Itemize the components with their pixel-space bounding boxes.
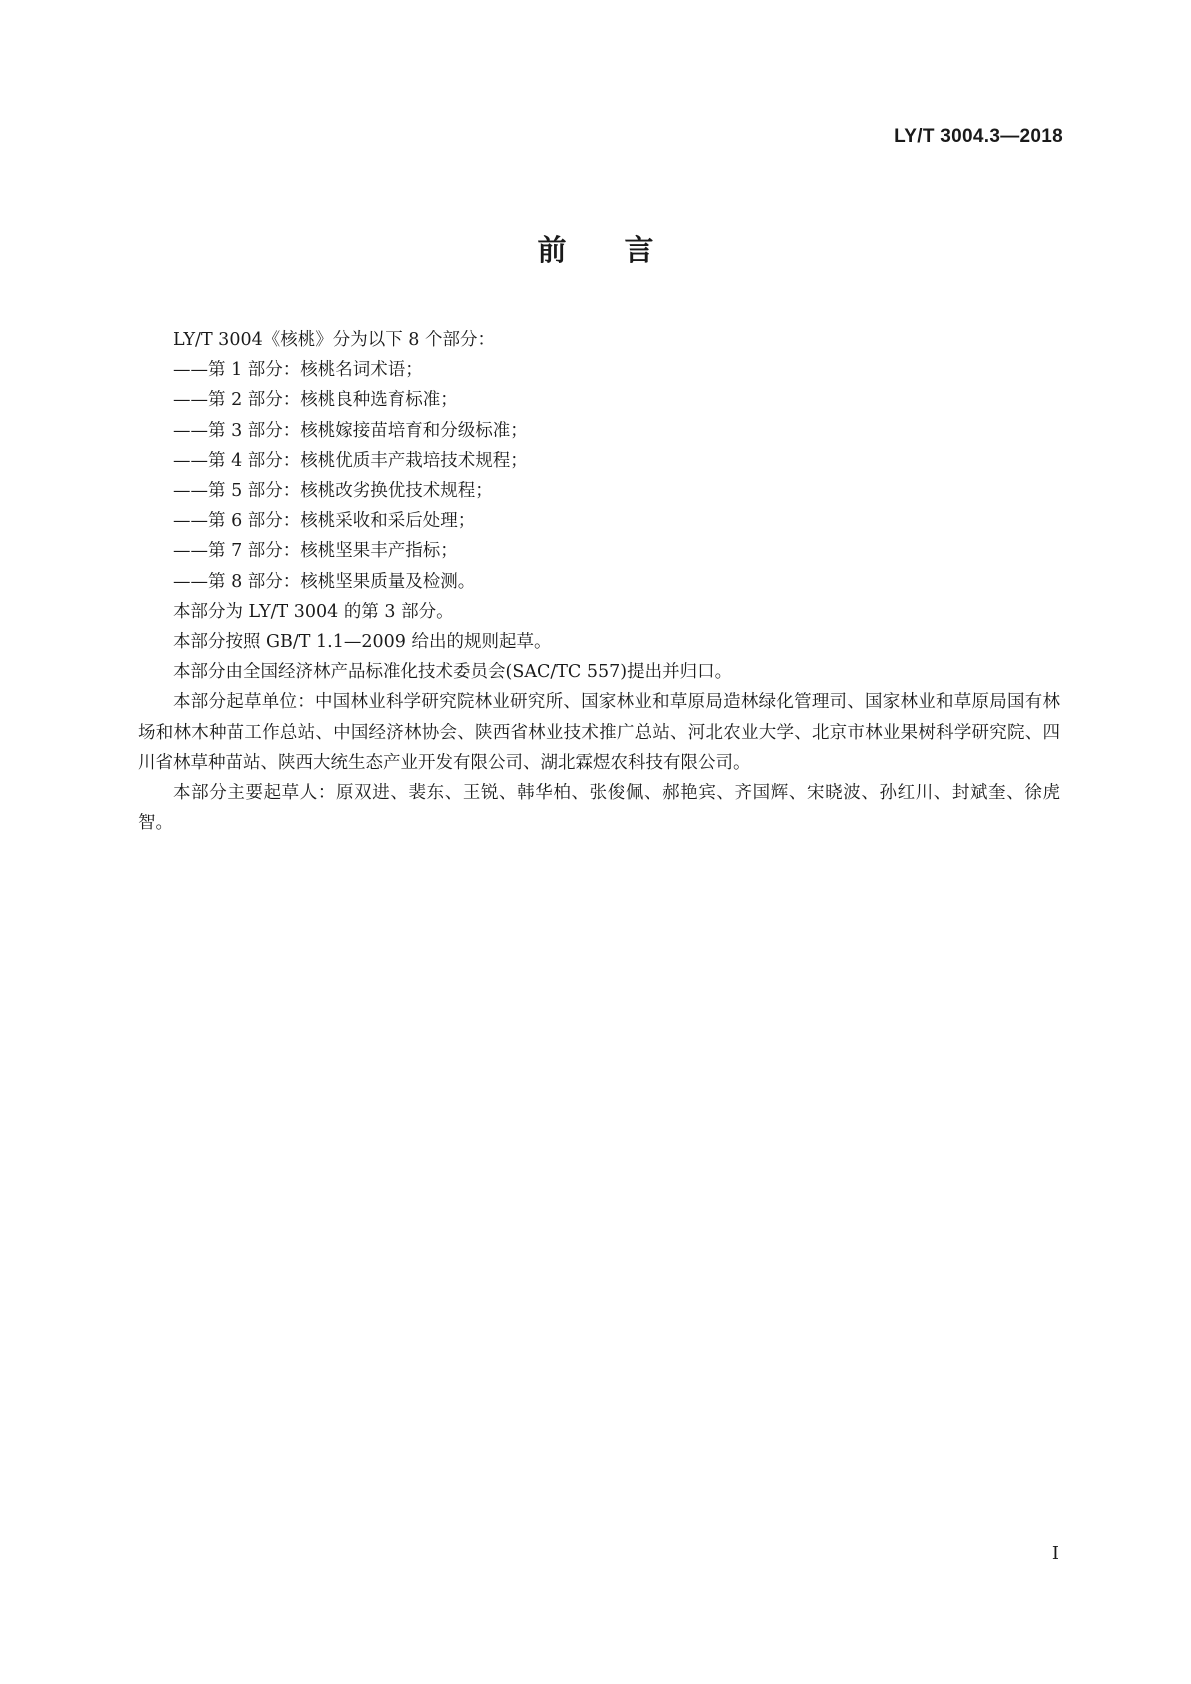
intro-line: LY/T 3004《核桃》分为以下 8 个部分： <box>173 330 495 350</box>
list-item-part-5: ——第 5 部分：核桃改劣换优技术规程； <box>173 481 493 502</box>
list-item-part-8: ——第 8 部分：核桃坚果质量及检测。 <box>173 571 476 592</box>
list-item-part-6: ——第 6 部分：核桃采收和采后处理； <box>173 511 476 532</box>
paragraph-drafting-rules: 本部分按照 GB/T 1.1—2009 给出的规则起草。 <box>173 632 552 653</box>
list-item-part-7: ——第 7 部分：核桃坚果丰产指标； <box>173 541 458 562</box>
list-item-part-1: ——第 1 部分：核桃名词术语； <box>173 360 423 381</box>
document-code: LY/T 3004.3—2018 <box>894 126 1063 147</box>
page-number: I <box>1051 1543 1059 1564</box>
list-item-part-4: ——第 4 部分：核桃优质丰产栽培技术规程； <box>173 450 528 471</box>
paragraph-drafting-units: 本部分起草单位：中国林业科学研究院林业研究所、国家林业和草原局造林绿化管理司、国家林业和草原局国有林场和林木种苗工作总站、中国经济林协会、陕西省林业技术推广总站、河北农业大学、北京市林业果树科学研究院、四川省林草种苗站、陕西大统生态产业开发有限公司、湖北霖煜农科技有限公司。 <box>138 692 1060 773</box>
paragraph-committee: 本部分由全国经济林产品标准化技术委员会(SAC/TC 557)提出并归口。 <box>173 662 733 683</box>
list-item-part-2: ——第 2 部分：核桃良种选育标准； <box>173 390 458 411</box>
list-item-part-3: ——第 3 部分：核桃嫁接苗培育和分级标准； <box>173 420 528 441</box>
page-title: 前言 <box>537 233 712 267</box>
foreword-body <box>138 325 1060 838</box>
paragraph-drafters: 本部分主要起草人：原双进、裴东、王锐、韩华柏、张俊佩、郝艳宾、齐国辉、宋晓波、孙红川、封斌奎、徐虎智。 <box>138 783 1060 834</box>
paragraph-part-statement: 本部分为 LY/T 3004 的第 3 部分。 <box>173 601 454 622</box>
